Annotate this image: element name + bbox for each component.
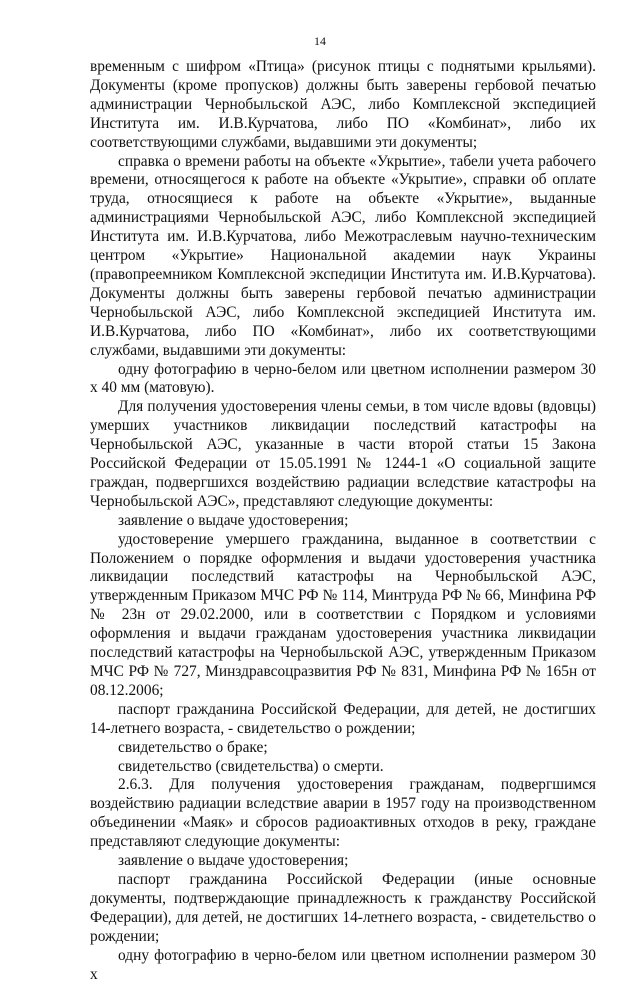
document-body (90, 58, 596, 984)
paragraph: справка о времени работы на объекте «Укрытие», табели учета рабочего времени, относящегося к работе на объекте «Укрытие», справки об оплате труда, относящиеся к работе на объекте «Укрытие», выданные администрациями Чернобыльской АЭС, либо Комплексной экспедицией Института им. И.В.Курчатова, либо Межотраслевым научно-техническим центром «Укрытие» Национальной академии наук Украины (правопреемником Комплексной экспедиции Института им. И.В.Курчатова). Документы должны быть заверены гербовой печатью администрации Чернобыльской АЭС, либо Комплексной экспедицией Института им. И.В.Курчатова, либо ПО «Комбинат», либо их соответствующими службами, выдавшими эти документы: (90, 152, 596, 359)
paragraph: временным с шифром «Птица» (рисунок птицы с поднятыми крыльями). Документы (кроме пропусков) должны быть заверены гербовой печатью администрации Чернобыльской АЭС, либо Комплексной экспедицией Института им. И.В.Курчатова, либо ПО «Комбинат», либо их соответствующими службами, выдавшими эти документы; (90, 58, 596, 151)
paragraph: свидетельство (свидетельства) о смерти. (118, 757, 384, 775)
paragraph: одну фотографию в черно-белом или цветном исполнении размером 30 х (90, 946, 596, 983)
paragraph: Для получения удостоверения члены семьи, в том числе вдовы (вдовцы) умерших участников ликвидации последствий катастрофы на Чернобыльской АЭС, указанные в части второй статьи 15 Закона Российской Федерации от 15.05.1991 № 1244-1 «О социальной защите граждан, подвергшихся воздействию радиации вследствие катастрофы на Чернобыльской АЭС», представляют следующие документы: (90, 398, 596, 510)
paragraph: свидетельство о браке; (118, 738, 268, 756)
paragraph: удостоверение умершего гражданина, выданное в соответствии с Положением о порядке оформления и выдачи удостоверения участника ликвидации последствий катастрофы на Чернобыльской АЭС, утвержденным Приказом МЧС РФ № 114, Минтруда РФ № 66, Минфина РФ № 23н от 29.02.2000, или в соответствии с Порядком и условиями оформления и выдачи гражданам удостоверения участника ликвидации последствий катастрофы на Чернобыльской АЭС, утвержденным Приказом МЧС РФ № 727, Минздравсоцразвития РФ № 831, Минфина РФ № 165н от 08.12.2006; (90, 530, 596, 699)
paragraph: паспорт гражданина Российской Федерации, для детей, не достигших 14-летнего возраста, - свидетельство о рождении; (90, 700, 596, 737)
paragraph: одну фотографию в черно-белом или цветном исполнении размером 30 х 40 мм (матовую). (90, 360, 596, 397)
page-number: 14 (314, 34, 326, 48)
paragraph: заявление о выдаче удостоверения; (118, 852, 349, 870)
section-paragraph: 2.6.3. Для получения удостоверения гражданам, подвергшимся воздействию радиации вследствие аварии в 1957 году на производственном объединении «Маяк» и сбросов радиоактивных отходов в реку, граждане представляют следующие документы: (90, 776, 596, 851)
paragraph: паспорт гражданина Российской Федерации (иные основные документы, подтверждающие принадлежность к гражданству Российской Федерации), для детей, не достигших 14-летнего возраста, - свидетельство о рождении; (90, 870, 596, 945)
paragraph: заявление о выдаче удостоверения; (118, 511, 349, 529)
